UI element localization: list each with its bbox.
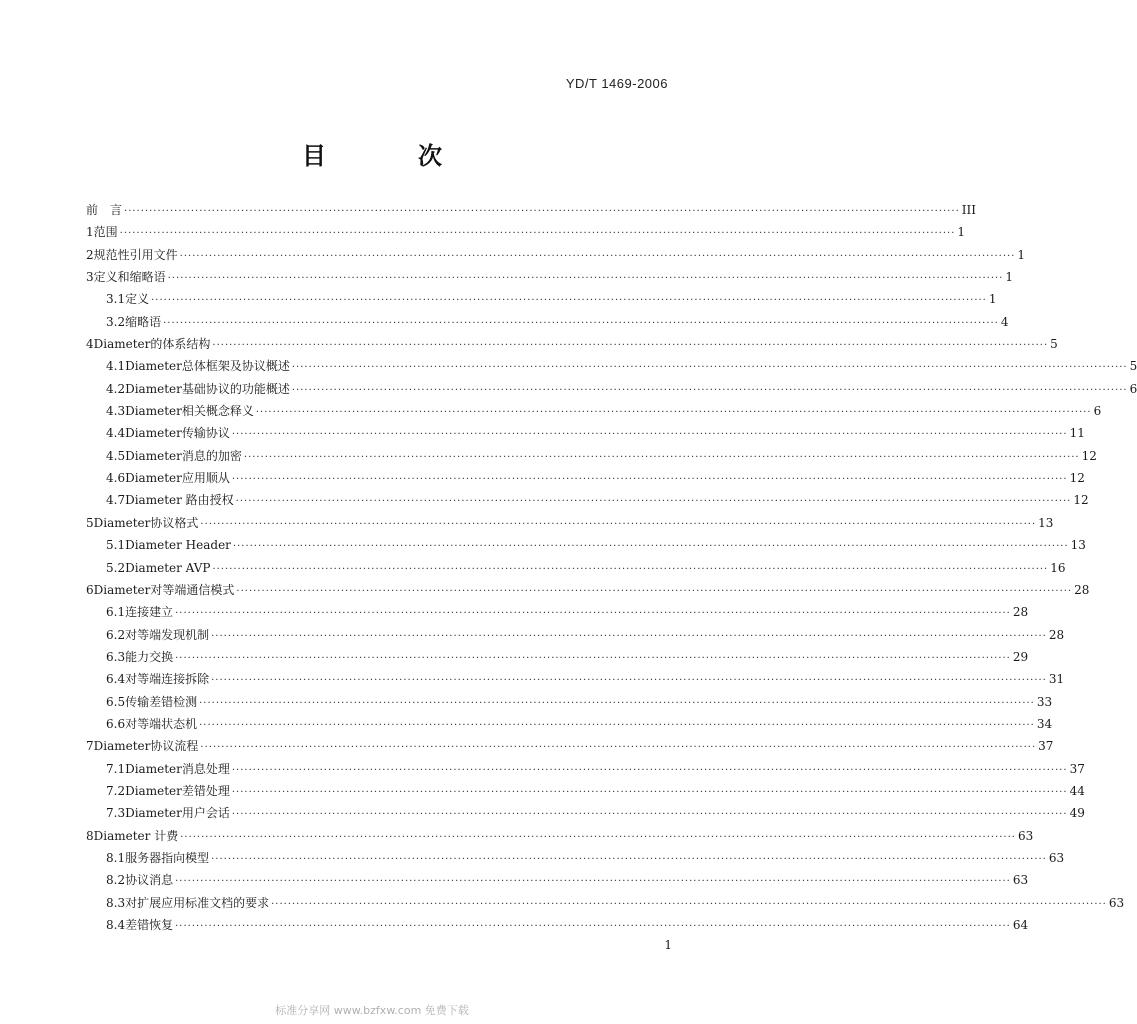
toc-entry bbox=[86, 668, 1065, 690]
toc-entry bbox=[86, 534, 1086, 556]
dot-leader: ········································································································································································································ bbox=[199, 697, 1035, 709]
toc-entry-number: 6.2 bbox=[106, 627, 126, 642]
toc-entry-number: 4.2 bbox=[106, 381, 126, 396]
toc-entry-number: 6.4 bbox=[106, 672, 126, 687]
dot-leader: ········································································································································································································ bbox=[232, 541, 1069, 553]
toc-entry-number: 4.3 bbox=[106, 404, 126, 419]
toc-entry-page: 4 bbox=[1000, 314, 1009, 329]
toc-entry-label: 能力交换 bbox=[125, 649, 174, 664]
toc-entry bbox=[86, 869, 1029, 891]
toc-entry-label: Diameter的体系结构 bbox=[93, 337, 211, 352]
dot-leader: ········································································································································································································ bbox=[231, 429, 1068, 441]
toc-entry-number: 5.1 bbox=[106, 538, 126, 553]
page-title: 目 次 bbox=[302, 142, 476, 170]
toc-entry-page: 1 bbox=[1017, 247, 1026, 262]
toc-entry bbox=[86, 422, 1085, 444]
dot-leader: ········································································································································································································ bbox=[212, 563, 1049, 575]
toc-entry bbox=[86, 355, 1137, 377]
toc-entry-label: Diameter协议格式 bbox=[93, 515, 199, 530]
toc-entry-page: 28 bbox=[1074, 582, 1090, 597]
dot-leader: ········································································································································································································ bbox=[211, 675, 1047, 687]
dot-leader: ········································································································································································································ bbox=[243, 451, 1080, 463]
toc-entry-label: Diameter消息的加密 bbox=[125, 448, 242, 463]
toc-entry bbox=[86, 199, 976, 221]
toc-entry-label: Diameter差错处理 bbox=[125, 783, 230, 798]
toc-entry-number: 8 bbox=[86, 828, 94, 843]
toc-entry-label: 差错恢复 bbox=[125, 918, 174, 932]
toc-entry-page: 5 bbox=[1050, 337, 1058, 352]
toc-entry bbox=[86, 512, 1054, 534]
toc-entry bbox=[86, 713, 1053, 735]
toc-entry-label: 定义 bbox=[125, 292, 150, 307]
toc-entry-label: Diameter基础协议的功能概述 bbox=[125, 381, 290, 396]
toc-entry-number: 4.7 bbox=[106, 493, 126, 508]
toc-entry bbox=[86, 489, 1089, 511]
toc-entry bbox=[86, 780, 1085, 802]
toc-entry-number: 6.5 bbox=[106, 694, 126, 709]
toc-entry-label: 范围 bbox=[93, 225, 118, 240]
toc-entry bbox=[86, 914, 1029, 936]
dot-leader: ········································································································································································································ bbox=[271, 898, 1107, 910]
dot-leader: ········································································································································································································ bbox=[291, 384, 1128, 396]
toc-entry-number: 3.2 bbox=[106, 314, 126, 329]
toc-entry-page: 63 bbox=[1108, 895, 1125, 910]
toc-entry-label: Diameter应用顺从 bbox=[125, 471, 230, 486]
toc-entry-label: Diameter 路由授权 bbox=[125, 493, 234, 508]
toc-entry-page: 5 bbox=[1129, 359, 1137, 374]
toc-entry-number: 前 言 bbox=[86, 203, 123, 217]
toc-entry-label: 规范性引用文件 bbox=[93, 247, 178, 262]
toc-entry-page: 49 bbox=[1069, 806, 1085, 821]
toc-entry-label: Diameter传输协议 bbox=[125, 426, 230, 441]
dot-leader: ········································································································································································································ bbox=[291, 362, 1128, 374]
dot-leader: ········································································································································································································ bbox=[175, 921, 1011, 932]
document-code: YD/T 1469-2006 bbox=[565, 76, 668, 91]
dot-leader: ········································································································································································································ bbox=[200, 742, 1037, 754]
toc-entry-number: 3.1 bbox=[106, 292, 126, 307]
toc-entry-number: 8.3 bbox=[106, 895, 126, 910]
toc-entry-number: 4.1 bbox=[106, 359, 126, 374]
toc-entry-page: 6 bbox=[1129, 381, 1137, 396]
toc-entry bbox=[86, 378, 1137, 400]
toc-entry-page: 28 bbox=[1012, 605, 1029, 620]
watermark-text: 标准分享网 www.bzfxw.com 免费下载 bbox=[275, 1004, 469, 1017]
toc-entry-page: 63 bbox=[1012, 873, 1029, 888]
toc-entry bbox=[86, 892, 1125, 914]
toc-entry-label: 定义和缩略语 bbox=[93, 270, 166, 285]
dot-leader: ········································································································································································································ bbox=[175, 876, 1011, 888]
dot-leader: ········································································································································································································ bbox=[119, 228, 956, 240]
toc-entry-label: Diameter协议流程 bbox=[93, 739, 199, 754]
toc-entry bbox=[86, 467, 1085, 489]
dot-leader: ········································································································································································································ bbox=[231, 786, 1068, 798]
toc-entry-page: 12 bbox=[1081, 448, 1097, 463]
toc-entry-label: 对等端发现机制 bbox=[125, 627, 210, 642]
toc-entry-label: 服务器指向模型 bbox=[125, 850, 210, 865]
dot-leader: ········································································································································································································ bbox=[211, 630, 1047, 642]
toc-entry bbox=[86, 400, 1102, 422]
toc-entry-number: 8.4 bbox=[106, 918, 126, 932]
toc-entry bbox=[86, 825, 1034, 847]
toc-entry-label: 对等端连接拆除 bbox=[125, 672, 210, 687]
toc-entry-number: 6.6 bbox=[106, 716, 126, 731]
toc-entry-label: Diameter对等端通信模式 bbox=[93, 582, 235, 597]
toc-entry-label: 缩略语 bbox=[125, 314, 162, 329]
toc-entry-label: 连接建立 bbox=[125, 605, 174, 620]
toc-entry bbox=[86, 288, 997, 310]
dot-leader: ········································································································································································································ bbox=[175, 652, 1011, 664]
toc-entry bbox=[86, 311, 1009, 333]
toc-entry bbox=[86, 735, 1054, 757]
toc-entry-page: 28 bbox=[1048, 627, 1065, 642]
toc-entry bbox=[86, 333, 1058, 355]
toc-entry-number: 6.1 bbox=[106, 605, 126, 620]
toc-entry-label: 协议消息 bbox=[125, 873, 174, 888]
toc-entry bbox=[86, 758, 1085, 780]
toc-entry-page: 13 bbox=[1038, 515, 1054, 530]
toc-entry-label: 传输差错检测 bbox=[125, 694, 198, 709]
dot-leader: ········································································································································································································ bbox=[231, 809, 1068, 821]
dot-leader: ········································································································································································································ bbox=[231, 764, 1068, 776]
toc-entry-number: 5.2 bbox=[106, 560, 126, 575]
toc-entry-number: 8.1 bbox=[106, 850, 126, 865]
dot-leader: ········································································································································································································ bbox=[236, 585, 1073, 597]
dot-leader: ········································································································································································································ bbox=[235, 496, 1072, 508]
toc-entry-label: Diameter总体框架及协议概述 bbox=[125, 359, 290, 374]
toc-entry-number: 7.3 bbox=[106, 806, 126, 821]
dot-leader: ········································································································································································································ bbox=[175, 608, 1011, 620]
toc-entry-number: 4.5 bbox=[106, 448, 126, 463]
toc-entry-label: Diameter相关概念释义 bbox=[125, 404, 254, 419]
toc-entry-label: Diameter Header bbox=[125, 538, 231, 553]
table-of-contents bbox=[86, 199, 1137, 936]
toc-entry-page: 1 bbox=[957, 225, 966, 240]
toc-entry-page: 11 bbox=[1069, 426, 1085, 441]
toc-entry-page: 1 bbox=[988, 292, 997, 307]
dot-leader: ········································································································································································································ bbox=[199, 719, 1035, 731]
toc-entry-page: 33 bbox=[1036, 694, 1053, 709]
toc-entry bbox=[86, 847, 1065, 869]
toc-entry-number: 7.1 bbox=[106, 761, 126, 776]
toc-entry bbox=[86, 601, 1029, 623]
toc-entry bbox=[86, 266, 1014, 288]
dot-leader: ········································································································································································································ bbox=[180, 831, 1016, 843]
toc-entry-number: 4.6 bbox=[106, 471, 126, 486]
toc-entry-number: 8.2 bbox=[106, 873, 126, 888]
toc-entry-label: Diameter消息处理 bbox=[125, 761, 230, 776]
dot-leader: ········································································································································································································ bbox=[167, 273, 1004, 285]
toc-entry-page: 12 bbox=[1069, 471, 1085, 486]
toc-entry-number: 5 bbox=[86, 515, 94, 530]
toc-entry-number: 6.3 bbox=[106, 649, 126, 664]
toc-entry-page: 64 bbox=[1012, 918, 1029, 932]
toc-entry-number: 6 bbox=[86, 582, 94, 597]
toc-entry-label: Diameter用户会话 bbox=[125, 806, 230, 821]
toc-entry bbox=[86, 221, 966, 243]
dot-leader: ········································································································································································································ bbox=[163, 317, 999, 329]
toc-entry-label: Diameter 计费 bbox=[93, 828, 179, 843]
toc-entry-page: 16 bbox=[1050, 560, 1066, 575]
toc-entry-number: 7.2 bbox=[106, 783, 126, 798]
toc-entry bbox=[86, 691, 1053, 713]
toc-entry bbox=[86, 557, 1066, 579]
toc-entry-page: 63 bbox=[1048, 850, 1065, 865]
toc-entry-label: Diameter AVP bbox=[125, 560, 211, 575]
toc-entry-page: 44 bbox=[1069, 783, 1085, 798]
dot-leader: ········································································································································································································ bbox=[200, 518, 1037, 530]
toc-entry-page: 31 bbox=[1048, 672, 1065, 687]
toc-entry-page: 1 bbox=[1005, 270, 1014, 285]
dot-leader: ········································································································································································································ bbox=[151, 295, 987, 307]
toc-entry-page: 34 bbox=[1036, 716, 1053, 731]
toc-entry-label: 对扩展应用标准文档的要求 bbox=[125, 895, 270, 910]
toc-entry bbox=[86, 244, 1026, 266]
toc-entry bbox=[86, 646, 1029, 668]
toc-entry bbox=[86, 579, 1090, 601]
dot-leader: ········································································································································································································ bbox=[212, 340, 1049, 352]
toc-entry bbox=[86, 802, 1085, 824]
dot-leader: ········································································································································································································ bbox=[179, 250, 1016, 262]
toc-entry-number: 1 bbox=[86, 225, 94, 240]
toc-entry bbox=[86, 624, 1065, 646]
toc-entry-page: 12 bbox=[1073, 493, 1089, 508]
toc-entry-label: 对等端状态机 bbox=[125, 716, 198, 731]
toc-entry-page: 13 bbox=[1070, 538, 1086, 553]
dot-leader: ········································································································································································································ bbox=[124, 206, 960, 217]
dot-leader: ········································································································································································································ bbox=[255, 407, 1092, 419]
toc-entry-number: 3 bbox=[86, 270, 94, 285]
toc-entry-number: 4.4 bbox=[106, 426, 126, 441]
toc-entry-page: 29 bbox=[1012, 649, 1029, 664]
toc-entry-number: 7 bbox=[86, 739, 94, 754]
page-number: 1 bbox=[664, 938, 672, 952]
toc-entry-page: 6 bbox=[1093, 404, 1102, 419]
toc-entry-page: 37 bbox=[1069, 761, 1085, 776]
toc-entry-page: 37 bbox=[1038, 739, 1054, 754]
toc-entry bbox=[86, 445, 1097, 467]
dot-leader: ········································································································································································································ bbox=[231, 474, 1068, 486]
toc-entry-page: III bbox=[961, 203, 976, 217]
dot-leader: ········································································································································································································ bbox=[211, 853, 1047, 865]
toc-entry-number: 4 bbox=[86, 337, 94, 352]
toc-entry-page: 63 bbox=[1017, 828, 1034, 843]
toc-entry-number: 2 bbox=[86, 247, 94, 262]
